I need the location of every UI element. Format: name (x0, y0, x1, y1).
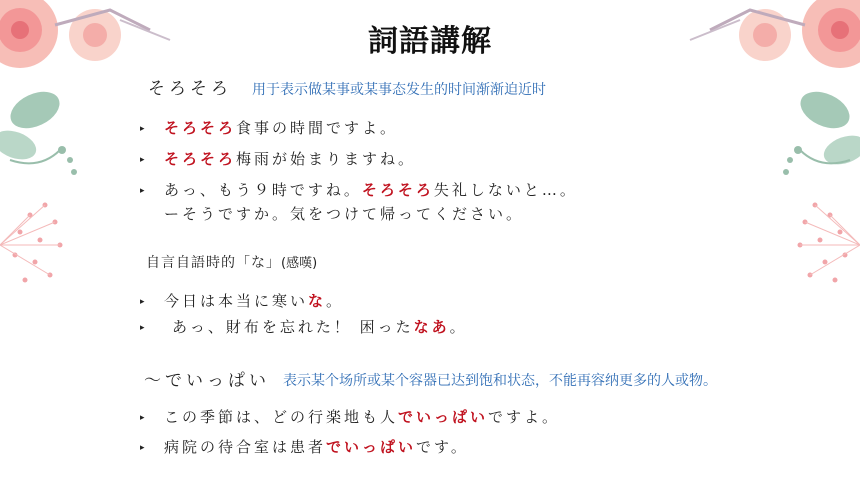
list-item: ▸ 病院の待合室は患者でいっぱいです。 (140, 438, 469, 456)
bullet-icon: ▸ (140, 322, 145, 333)
list-item: ▸ あっ、もう９時ですね。そろそろ失礼しないと…。 (140, 181, 578, 199)
bullet-icon: ▸ (140, 296, 145, 307)
bullet-icon: ▸ (140, 442, 145, 453)
list-item: ▸ この季節は、どの行楽地も人でいっぱいですよ。 (140, 408, 561, 426)
term-sorosoro: そろそろ (148, 79, 232, 99)
list-item: ▸ そろそろ食事の時間ですよ。 (140, 119, 399, 137)
page-title: 詞語講解 (368, 24, 492, 59)
bullet-icon: ▸ (140, 123, 145, 134)
list-item: ▸ 今日は本当に寒いな。 (140, 292, 345, 310)
list-item: ▸ あっ、財布を忘れた！ 困ったなあ。 (140, 318, 468, 336)
dialogue-continuation: ーそうですか。気をつけて帰ってください。 (164, 205, 525, 223)
bullet-icon: ▸ (140, 154, 145, 165)
term-sorosoro-note: 用于表示做某事或某事态发生的时间渐渐迫近时 (252, 82, 546, 98)
term-deippai: ～でいっぱい (144, 371, 270, 391)
bullet-icon: ▸ (140, 185, 145, 196)
bullet-icon: ▸ (140, 412, 145, 423)
section-heading-na: 自言自語時的「な」(感嘆) (146, 255, 318, 271)
term-deippai-note: 表示某个场所或某个容器已达到饱和状态，不能再容纳更多的人或物。 (283, 373, 717, 389)
list-item: ▸ そろそろ梅雨が始まりますね。 (140, 150, 417, 168)
